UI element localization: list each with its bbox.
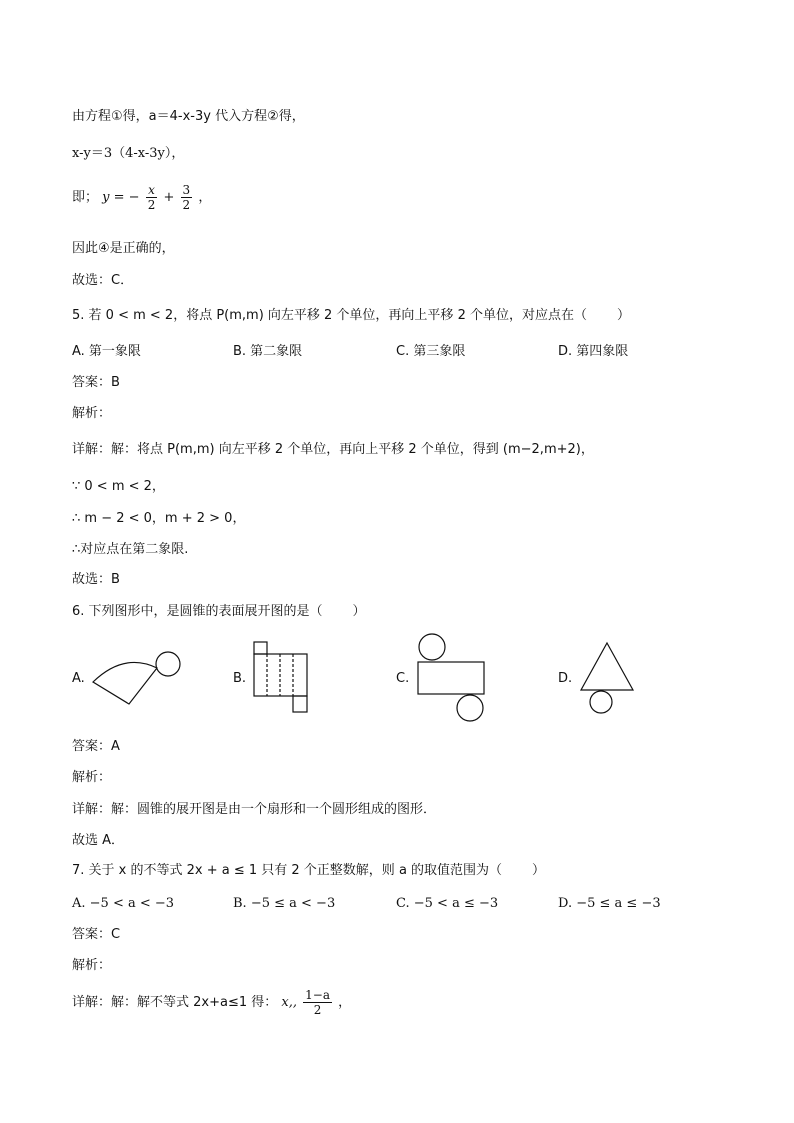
fraction <box>146 183 158 212</box>
option-d: D. 第四象限 <box>558 344 629 359</box>
solution-line-fraction <box>72 183 211 212</box>
analysis-label: 解析： <box>72 406 112 421</box>
variable: x,, <box>281 995 298 1010</box>
triangle-circle-figure <box>576 640 640 716</box>
question-6-stem <box>72 603 366 621</box>
question-text: 7. 关于 x 的不等式 2x + a ≤ 1 只有 2 个正整数解，则 a 的取值范围为（ <box>72 863 503 878</box>
fraction <box>303 988 332 1017</box>
option-a: A. 第一象限 <box>72 344 141 359</box>
bottom-face <box>293 696 307 712</box>
text-prefix: 详解：解：解不等式 2x+a≤1 得： <box>72 995 278 1010</box>
answer-label: 答案：A <box>72 739 120 754</box>
text-suffix: ， <box>338 995 352 1010</box>
detail-step: ∴ m − 2 < 0，m + 2 > 0， <box>72 511 246 526</box>
prism-net-figure <box>252 640 312 716</box>
analysis-label: 解析： <box>72 770 112 785</box>
question-close: ） <box>532 863 546 878</box>
cylinder-net-figure <box>414 632 490 724</box>
option-d: D. −5 ≤ a ≤ −3 <box>558 896 661 911</box>
triangle-shape <box>581 643 633 690</box>
option-a-label: A. <box>72 671 85 686</box>
question-close: ） <box>616 308 630 323</box>
solution-line: 因此④是正确的， <box>72 241 175 256</box>
plus-sign: + <box>163 190 175 205</box>
detail-step: ∴对应点在第二象限. <box>72 542 189 557</box>
choose-line: 故选：B <box>72 572 120 587</box>
detail-line: 详解：解：圆锥的展开图是由一个扇形和一个圆形组成的图形． <box>72 802 437 817</box>
fraction-numerator: 3 <box>182 183 191 197</box>
fraction-denominator: 2 <box>182 198 191 212</box>
detail-line-fraction <box>72 988 351 1017</box>
choose-line: 故选 A． <box>72 833 125 848</box>
option-b-label: B. <box>233 671 247 686</box>
solution-line: x-y＝3（4-x-3y）， <box>72 146 185 161</box>
option-c-label: C. <box>396 671 410 686</box>
detail-line: 详解：解：将点 P(m,m) 向左平移 2 个单位，再向上平移 2 个单位，得到 (m−2,m+2)， <box>72 442 594 457</box>
fraction-numerator: 1−a <box>305 988 330 1002</box>
option-c: C. −5 < a ≤ −3 <box>396 896 499 911</box>
text-suffix: ， <box>198 190 212 205</box>
question-text: 6. 下列图形中，是圆锥的表面展开图的是（ <box>72 604 323 619</box>
question-text: 5. 若 0 < m < 2，将点 P(m,m) 向左平移 2 个单位，再向上平移 2 个单位，对应点在（ <box>72 308 587 323</box>
text-prefix: 即； <box>72 190 99 205</box>
top-circle <box>419 634 445 660</box>
sector-shape <box>93 662 157 704</box>
question-close: ） <box>352 604 366 619</box>
fraction-denominator: 2 <box>313 1003 322 1017</box>
option-b: B. −5 ≤ a < −3 <box>233 896 336 911</box>
circle-shape <box>156 652 180 676</box>
question-5-stem <box>72 307 630 325</box>
top-face <box>254 642 267 654</box>
question-7-stem <box>72 862 545 880</box>
circle-shape <box>590 691 612 713</box>
solution-line: 故选：C． <box>72 273 134 288</box>
answer-label: 答案：B <box>72 375 120 390</box>
detail-step: ∵ 0 < m < 2， <box>72 479 165 494</box>
option-a: A. −5 < a < −3 <box>72 896 175 911</box>
fraction <box>181 183 193 212</box>
fraction-numerator: x <box>148 183 155 197</box>
solution-line: 由方程①得，a＝4-x-3y 代入方程②得， <box>72 109 305 124</box>
answer-label: 答案：C <box>72 927 121 942</box>
option-d-label: D. <box>558 671 573 686</box>
rectangle-shape <box>418 662 484 694</box>
option-b: B. 第二象限 <box>233 344 303 359</box>
analysis-label: 解析： <box>72 958 112 973</box>
math-expression: y = − <box>102 190 140 205</box>
bottom-circle <box>457 695 483 721</box>
option-c: C. 第三象限 <box>396 344 466 359</box>
fraction-denominator: 2 <box>147 198 156 212</box>
cone-net-figure <box>90 648 190 712</box>
